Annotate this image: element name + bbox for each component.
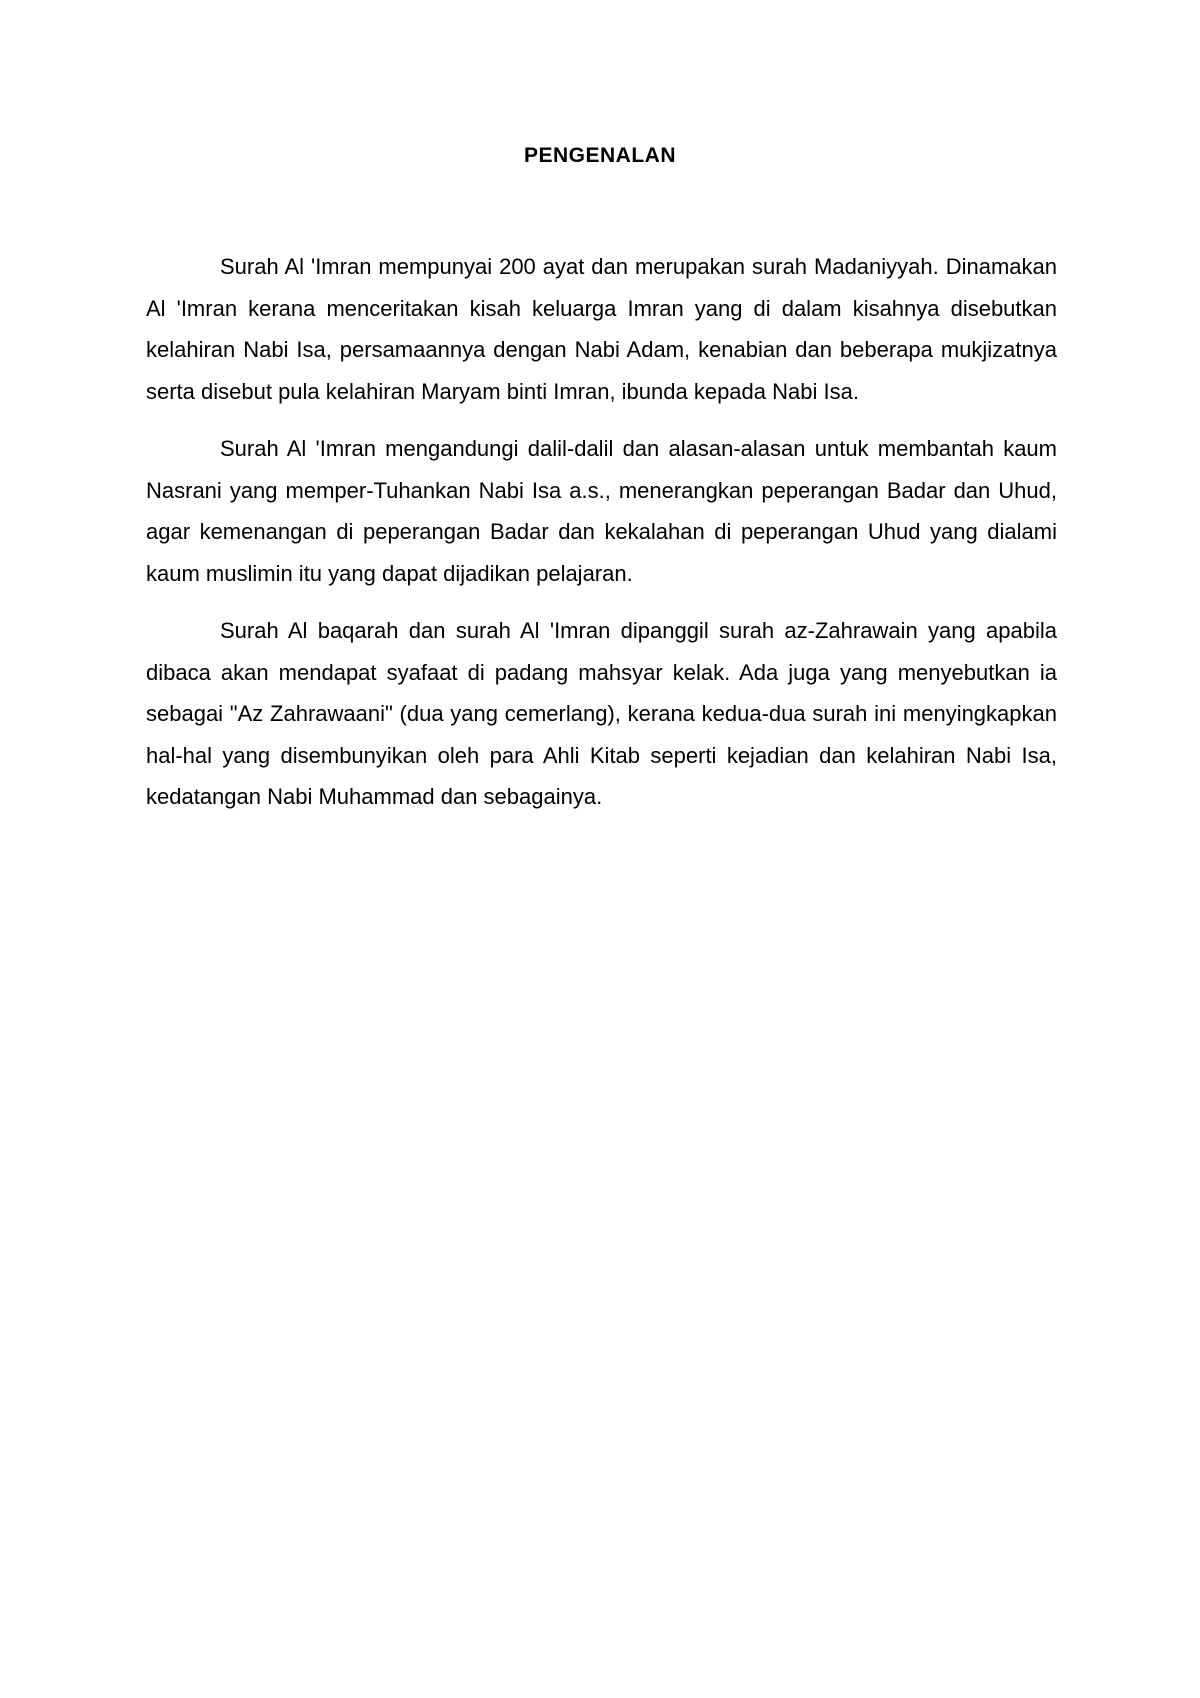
paragraph-1: Surah Al 'Imran mempunyai 200 ayat dan merupakan surah Madaniyyah. Dinamakan Al 'Imran kerana menceritakan kisah keluarga Imran yang di dalam kisahnya disebutkan kelahiran Nabi Isa, persamaannya dengan Nabi Adam, kenabian dan beberapa mukjizatnya serta disebut pula kelahiran Maryam binti Imran, ibunda kepada Nabi Isa. — [146, 254, 1057, 404]
paragraph-2: Surah Al 'Imran mengandungi dalil-dalil dan alasan-alasan untuk membantah kaum Nasrani yang memper-Tuhankan Nabi Isa a.s., menerangkan peperangan Badar dan Uhud, agar kemenangan di peperangan Badar dan kekalahan di peperangan Uhud yang dialami kaum muslimin itu yang dapat dijadikan pelajaran. — [146, 436, 1057, 586]
document-body — [146, 246, 1057, 834]
page-title: PENGENALAN — [523, 144, 676, 167]
paragraph-3: Surah Al baqarah dan surah Al 'Imran dipanggil surah az-Zahrawain yang apabila dibaca akan mendapat syafaat di padang mahsyar kelak. Ada juga yang menyebutkan ia sebagai "Az Zahrawaani" (dua yang cemerlang), kerana kedua-dua surah ini menyingkapkan hal-hal yang disembunyikan oleh para Ahli Kitab seperti kejadian dan kelahiran Nabi Isa, kedatangan Nabi Muhammad dan sebagainya. — [146, 618, 1057, 809]
